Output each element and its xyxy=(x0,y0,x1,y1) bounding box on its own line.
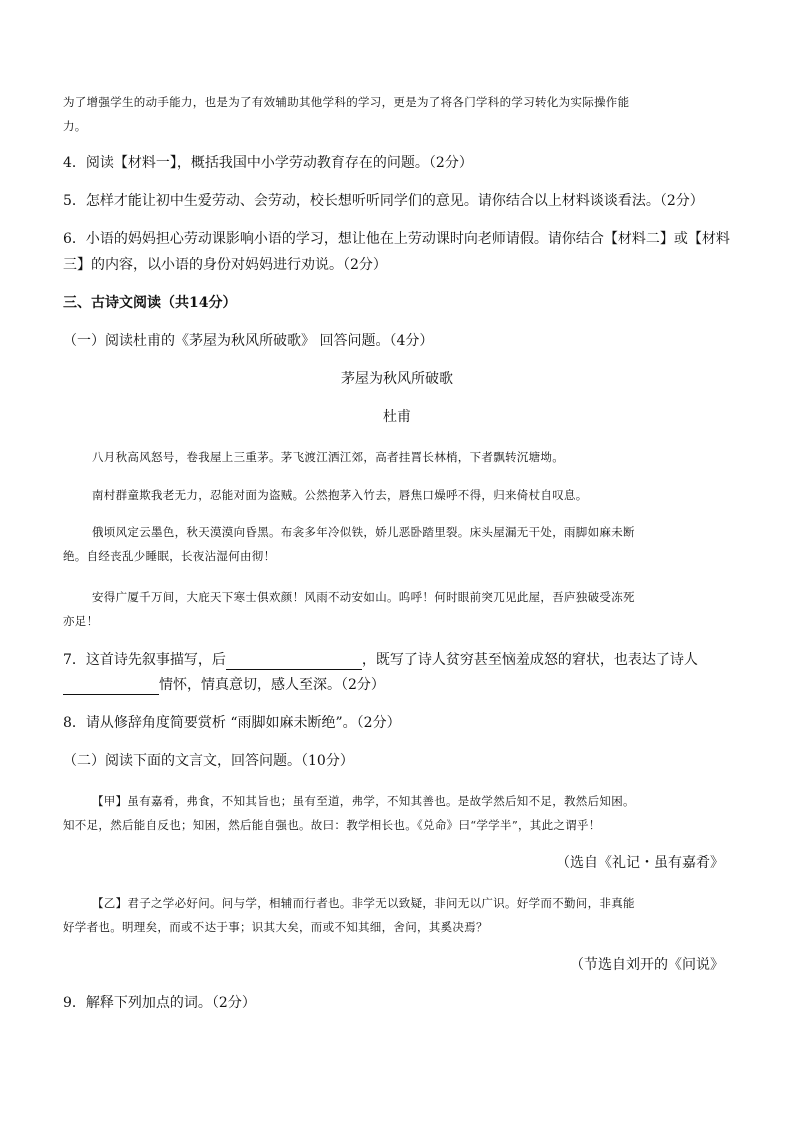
poem-author: 杜甫 xyxy=(383,409,411,425)
question-9: 9．解释下列加点的词。（2分） xyxy=(63,995,256,1011)
passage-yi-line-1: 【乙】君子之学必好问。问与学，相辅而行者也。非学无以致疑，非问无以广识。好学而不勤问，非真能 xyxy=(92,896,635,910)
poem-line-6: 亦足！ xyxy=(63,614,99,628)
passage-jia-line-2: 知不足，然后能自反也；知困，然后能自强也。故曰：教学相长也。《兑命》曰“学学半”，其此之谓乎！ xyxy=(63,818,601,832)
answer-blank-2[interactable] xyxy=(63,678,159,695)
passage-yi-line-2: 好学者也。明理矣，而或不达于事；识其大矣，而或不知其细，舍问，其奚决焉？ xyxy=(63,920,488,934)
question-6-line-1: 6．小语的妈妈担心劳动课影响小语的学习，想让他在上劳动课时向老师请假。请你结合【材料二】或【材料 xyxy=(63,231,730,247)
intro-line-2: 力。 xyxy=(63,119,87,133)
poem-line-1: 八月秋高风怒号，卷我屋上三重茅。茅飞渡江洒江郊，高者挂罥长林梢，下者飘转沉塘坳。 xyxy=(92,450,564,464)
question-5: 5．怎样才能让初中生爱劳动、会劳动，校长想听听同学们的意见。请你结合以上材料谈谈看法。（2分） xyxy=(63,193,704,209)
part-2-instruction: （二）阅读下面的文言文，回答问题。（10分） xyxy=(63,753,354,769)
poem-line-3: 俄顷风定云墨色，秋天漠漠向昏黑。布衾多年冷似铁，娇儿恶卧踏里裂。床头屋漏无干处，雨脚如麻未断 xyxy=(92,525,635,539)
intro-line-1: 为了增强学生的动手能力，也是为了有效辅助其他学科的学习，更是为了将各门学科的学习转化为实际操作能 xyxy=(63,95,630,109)
poem-line-2: 南村群童欺我老无力，忍能对面为盗贼。公然抱茅入竹去，唇焦口燥呼不得，归来倚杖自叹息。 xyxy=(92,488,588,502)
part-1-instruction: （一）阅读杜甫的《茅屋为秋风所破歌》 回答问题。（4分） xyxy=(63,333,434,349)
poem-line-4: 绝。自经丧乱少睡眠，长夜沾湿何由彻！ xyxy=(63,549,276,563)
poem-title: 茅屋为秋风所破歌 xyxy=(341,371,453,387)
passage-jia-line-1: 【甲】虽有嘉肴，弗食，不知其旨也；虽有至道，弗学，不知其善也。是故学然后知不足，教然后知困。 xyxy=(92,794,635,808)
question-7-line-1 xyxy=(63,650,743,670)
passage-yi-source: （节选自刘开的《问说》 xyxy=(570,957,724,973)
passage-jia-source: （选自《礼记・虽有嘉肴》 xyxy=(556,855,724,871)
poem-line-5: 安得广厦千万间，大庇天下寒士俱欢颜！风雨不动安如山。呜呼！何时眼前突兀见此屋，吾庐独破受冻死 xyxy=(92,590,635,604)
question-7-text-b: ，既写了诗人贫穷甚至恼羞成怒的窘状，也表达了诗人 xyxy=(361,652,698,668)
answer-blank-1[interactable] xyxy=(226,653,362,670)
question-4: 4．阅读【材料一】，概括我国中小学劳动教育存在的问题。（2分） xyxy=(63,155,473,171)
question-6-line-2: 三】的内容，以小语的身份对妈妈进行劝说。（2分） xyxy=(63,257,387,273)
question-7-text-c: 情怀，情真意切，感人至深。（2分） xyxy=(159,677,385,693)
question-7-line-2 xyxy=(63,675,743,695)
question-8: 8．请从修辞角度简要赏析 “雨脚如麻未断绝”。（2分） xyxy=(63,715,401,731)
question-7-text-a: 7．这首诗先叙事描写，后 xyxy=(63,652,226,668)
section-3-heading: 三、古诗文阅读（共14分） xyxy=(63,295,237,311)
